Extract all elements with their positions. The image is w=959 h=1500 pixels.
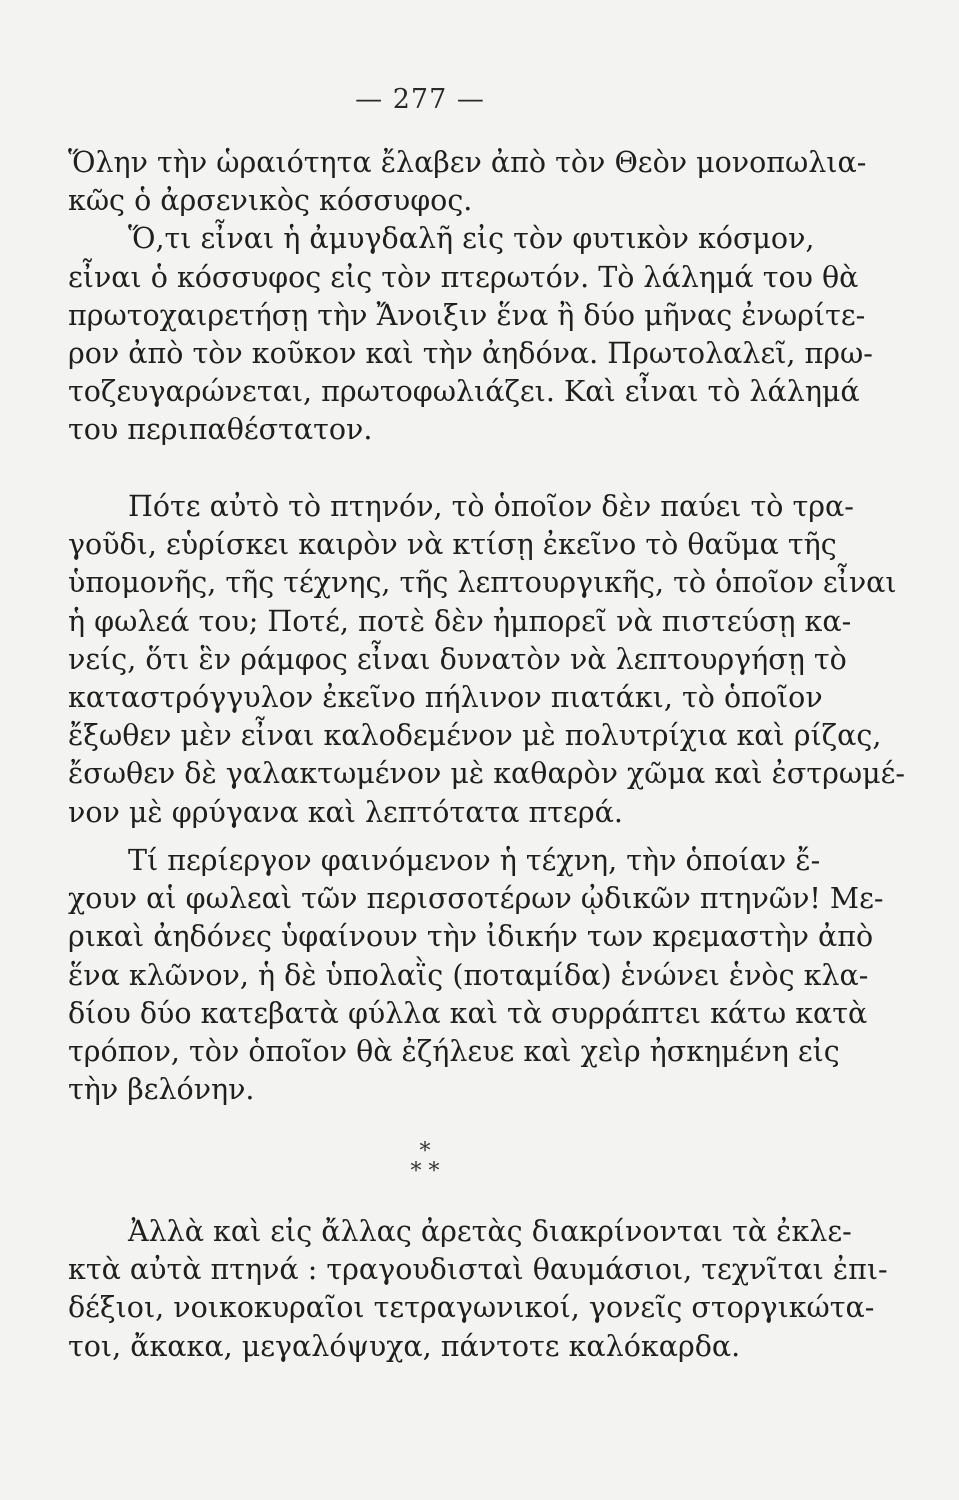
separator-stars-bottom: * * [410, 1159, 440, 1184]
text-line: τὴν βελόνην. [68, 1073, 255, 1107]
text-line: ἕνα κλῶνον, ἡ δὲ ὑπολαῒς (ποταμίδα) ἑνώνει ἑνὸς κλα- [68, 958, 869, 992]
text-line: ρον ἀπὸ τὸν κοῦκον καὶ τὴν ἀηδόνα. Πρωτολαλεῖ, πρω- [68, 336, 873, 370]
text-line: δίου δύο κατεβατὰ φύλλα καὶ τὰ συρράπτει κάτω κατὰ [68, 996, 868, 1030]
separator-star-top: * [419, 1139, 431, 1164]
paragraph-2 [68, 488, 906, 832]
text-line: ὑπομονῆς, τῆς τέχνης, τῆς λεπτουργικῆς, τὸ ὁποῖον εἶναι [68, 566, 897, 600]
text-line: καταστρόγγυλον ἐκεῖνο πήλινον πιατάκι, τὸ ὁποῖον [68, 680, 823, 714]
text-line: τρόπον, τὸν ὁποῖον θὰ ἐζήλευε καὶ χεὶρ ἠσκημένη εἰς [68, 1034, 840, 1068]
text-line: πρωτοχαιρετήσῃ τὴν Ἄνοιξιν ἕνα ἢ δύο μῆνας ἐνωρίτε- [68, 298, 866, 332]
text-line: Ὅ,τι εἶναι ἡ ἀμυγδαλῆ εἰς τὸν φυτικὸν κόσμον, [128, 222, 815, 256]
paragraph-1 [68, 144, 873, 450]
text-line: τοζευγαρώνεται, πρωτοφωλιάζει. Καὶ εἶναι τὸ λάλημά [68, 375, 860, 409]
text-line: ρικαὶ ἀηδόνες ὑφαίνουν τὴν ἰδικήν των κρεμαστὴν ἀπὸ [68, 920, 874, 954]
paragraph-4 [68, 1213, 888, 1366]
text-line: Πότε αὐτὸ τὸ πτηνόν, τὸ ὁποῖον δὲν παύει τὸ τρα- [128, 490, 854, 523]
text-line: χουν αἱ φωλεαὶ τῶν περισσοτέρων ᾠδικῶν πτηνῶν! Με- [68, 882, 884, 916]
text-line: τοι, ἄκακα, μεγαλόψυχα, πάντοτε καλόκαρδα. [68, 1329, 741, 1363]
text-line: του περιπαθέστατον. [68, 413, 373, 447]
text-line: ἔξωθεν μὲν εἶναι καλοδεμένον μὲ πολυτρίχια καὶ ρίζας, [68, 719, 882, 753]
text-line: ἡ φωλεά του; Ποτέ, ποτὲ δὲν ἠμπορεῖ νὰ πιστεύσῃ κα- [68, 604, 852, 638]
text-line: ἔσωθεν δὲ γαλακτωμένον μὲ καθαρὸν χῶμα καὶ ἐστρωμέ- [68, 757, 906, 791]
text-line: Ἀλλὰ καὶ εἰς ἄλλας ἀρετὰς διακρίνονται τὰ ἐκλε- [128, 1215, 852, 1248]
paragraph-3 [68, 842, 884, 1109]
text-line: νείς, ὅτι ἓν ράμφος εἶναι δυνατὸν νὰ λεπτουργήσῃ τὸ [68, 642, 847, 676]
text-line: Ὅλην τὴν ὡραιότητα ἔλαβεν ἀπὸ τὸν Θεὸν μονοπωλια- [68, 146, 867, 179]
text-line: Τί περίεργον φαινόμενον ἡ τέχνη, τὴν ὁποίαν ἔ- [128, 844, 821, 877]
text-line: γοῦδι, εὑρίσκει καιρὸν νὰ κτίσῃ ἐκεῖνο τὸ θαῦμα τῆς [68, 528, 837, 562]
text-line: νον μὲ φρύγανα καὶ λεπτότατα πτερά. [68, 795, 623, 829]
text-line: δέξιοι, νοικοκυραῖοι τετραγωνικοί, γονεῖς στοργικώτα- [68, 1291, 875, 1325]
text-line: εἶναι ὁ κόσσυφος εἰς τὸν πτερωτόν. Τὸ λάλημά του θὰ [68, 260, 859, 294]
text-line: κτὰ αὐτὰ πτηνά : τραγουδισταὶ θαυμάσιοι, τεχνῖται ἐπι- [68, 1253, 888, 1287]
section-separator [380, 1139, 470, 1192]
text-line: κῶς ὁ ἀρσενικὸς κόσσυφος. [68, 184, 473, 218]
page-number: — 277 — [355, 84, 485, 115]
